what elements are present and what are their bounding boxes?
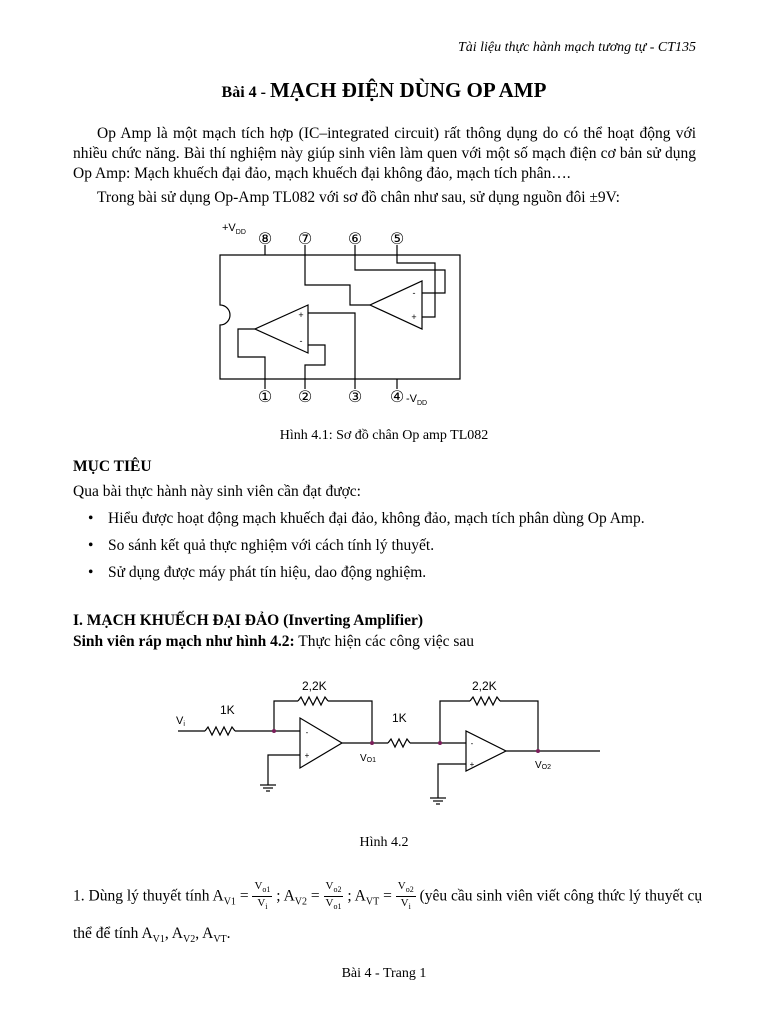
opamp2-plus: + bbox=[469, 760, 475, 769]
header-note: Tài liệu thực hành mạch tương tự - CT135 bbox=[457, 40, 696, 55]
vdd-positive-label: $+V_{DD}$ bbox=[222, 222, 246, 236]
feedback-resistor-1 bbox=[298, 697, 328, 705]
section-1-task-bold: Sinh viên ráp mạch như hình 4.2: bbox=[73, 633, 295, 650]
feedback-2-value: 2,2K bbox=[472, 679, 497, 693]
figure-4-2-caption: Hình 4.2 bbox=[359, 835, 409, 850]
opamp1-minus: - bbox=[305, 728, 309, 737]
question-1: 1. Dùng lý thuyết tính $A_{V1}$ = $\frac{V_{o1}}{V_i}$ ; $A_{V2}$ = $\frac{V_{o2}}{V_{o1}}$ ; $A_{VT}$ = $\frac{V_{o2}}{V_i}$ (yêu cầu sinh viên viết công thức lý thuyết cụ thể để tính $A_{V1}$, $A_{V2}$, $A_{VT}$. bbox=[73, 880, 703, 946]
inverting-amplifier-circuit bbox=[170, 670, 610, 810]
section-1-task-rest: Thực hiện các công việc sau bbox=[294, 633, 475, 650]
interstage-resistor-value: 1K bbox=[392, 711, 407, 725]
feedback-resistor-2 bbox=[470, 697, 500, 705]
opamp-a-minus: - bbox=[299, 336, 303, 346]
pin-7-label: ⑦ bbox=[297, 231, 313, 248]
pin-2-label: ② bbox=[297, 389, 313, 406]
pin-3-label: ③ bbox=[347, 389, 363, 406]
objective-item: • Sử dụng được máy phát tín hiệu, dao động nghiệm. bbox=[88, 563, 708, 590]
fraction-av2: $\frac{V_{o2}}{V_{o1}}$ bbox=[325, 880, 342, 912]
interstage-resistor-1k bbox=[388, 739, 410, 747]
vo2-label: VO2 bbox=[535, 760, 552, 771]
vi-label: Vi bbox=[176, 715, 185, 728]
pin-5-label: ⑤ bbox=[389, 231, 405, 248]
fraction-avt: $\frac{V_{o2}}{V_i}$ bbox=[397, 880, 414, 912]
objectives-lead: Qua bài thực hành này sinh viên cần đạt được: bbox=[73, 483, 361, 500]
section-1-task bbox=[73, 632, 696, 652]
objectives-list bbox=[88, 509, 708, 590]
objectives-heading: MỤC TIÊU bbox=[73, 458, 152, 475]
opamp-stage-1 bbox=[300, 718, 342, 768]
title-number: Bài 4 - bbox=[221, 84, 270, 101]
pin-1-label: ① bbox=[257, 389, 273, 406]
pin-6-label: ⑥ bbox=[347, 231, 363, 248]
tl082-pinout-diagram bbox=[200, 215, 500, 410]
objective-item: • Hiểu được hoạt động mạch khuếch đại đảo, không đảo, mạch tích phân dùng Op Amp. bbox=[88, 509, 708, 536]
objective-item: • So sánh kết quả thực nghiệm với cách tính lý thuyết. bbox=[88, 536, 708, 563]
input-resistor-1k bbox=[205, 727, 235, 735]
opamp1-plus: + bbox=[304, 751, 310, 760]
vdd-negative-label: $-V_{DD}$ bbox=[406, 393, 428, 407]
tl082-paragraph: Trong bài sử dụng Op-Amp TL082 với sơ đồ chân như sau, sử dụng nguồn đôi ±9V: bbox=[97, 189, 620, 206]
pin-8-label: ⑧ bbox=[257, 231, 273, 248]
page-footer: Bài 4 - Trang 1 bbox=[341, 966, 427, 981]
opamp2-minus: - bbox=[470, 739, 474, 748]
section-1-heading: I. MẠCH KHUẾCH ĐẠI ĐẢO (Inverting Amplifier) bbox=[73, 612, 424, 629]
page-title bbox=[0, 78, 768, 103]
input-resistor-value: 1K bbox=[220, 703, 235, 717]
intro-paragraph: Op Amp là một mạch tích hợp (IC–integrated circuit) rất thông dụng do có thể hoạt động với nhiều chức năng. Bài thí nghiệm này giúp sinh viên làm quen với một số mạch điện cơ bản sử dụng Op Amp: Mạch khuếch đại đảo, mạch khuếch đại không đảo, mạch tích phân…. bbox=[73, 125, 696, 182]
vo1-label: VO1 bbox=[360, 753, 377, 764]
opamp-b-plus: + bbox=[411, 312, 417, 322]
opamp-b-minus: - bbox=[412, 288, 416, 298]
pin-4-label: ④ bbox=[389, 389, 405, 406]
title-main: MẠCH ĐIỆN DÙNG OP AMP bbox=[269, 78, 547, 102]
fraction-av1: $\frac{V_{o1}}{V_i}$ bbox=[254, 880, 271, 912]
opamp-a-plus: + bbox=[298, 310, 304, 320]
feedback-1-value: 2,2K bbox=[302, 679, 327, 693]
figure-4-1-caption: Hình 4.1: Sơ đồ chân Op amp TL082 bbox=[279, 428, 489, 443]
